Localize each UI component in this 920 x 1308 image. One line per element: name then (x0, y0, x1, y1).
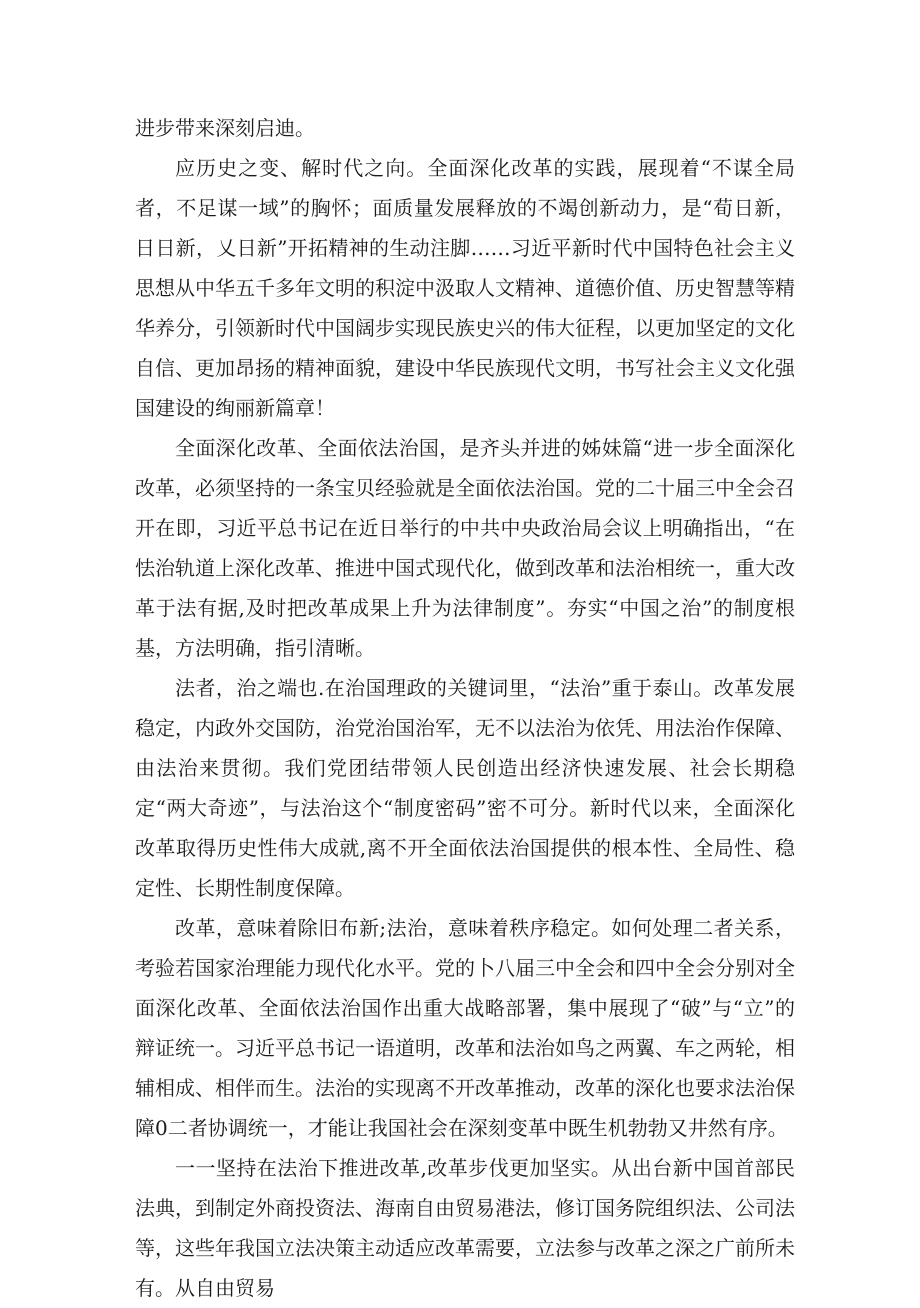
paragraph-reform-and-order: 改革，意味着除旧布新;法治，意味着秩序稳定。如何处理二者关系，考验若国家治理能力现代化水平。党的卜八届三中全会和四中全会分别对全面深化改革、全面依法治国作出重大战略部署，集中展现了“破”与“立”的辩证统一。习近平总书记一语道明，改革和法治如鸟之两翼、车之两轮，相辅相成、相伴而生。法治的实现离不开改革推动，改革的深化也要求法治保障0二者协调统一，才能让我国社会在深刻变革中既生机勃勃又井然有序。 (135, 916, 795, 1140)
paragraph-reform-and-rule-of-law: 全面深化改革、全面依法治国，是齐头并进的姊妹篇“进一步全面深化改革，必须坚持的一条宝贝经验就是全面依法治国。党的二十届三中全会召开在即，习近平总书记在近日举行的中共中央政治局会议上明确指出，“在怯治轨道上深化改革、推进中国式现代化，做到改革和法治相统一，重大改革于法有据,及时把改革成果上升为法律制度”。夯实“中国之治”的制度根基，方法明确，指引清晰。 (135, 436, 795, 660)
paragraph-law-foundation: 法者，治之端也.在治国理政的关键词里，“法治”重于泰山。改革发展稳定，内政外交国防，治党治国治军，无不以法治为依凭、用法治作保障、由法治来贯彻。我们党团结带领人民创造出经济快速发展、社会长期稳定“两大奇迹”，与法治这个“制度密码”密不可分。新时代以来，全面深化改革取得历史性伟大成就,离不开全面依法治国提供的根本性、全局性、稳定性、长期性制度保障。 (135, 676, 795, 900)
document-body (135, 108, 795, 1308)
paragraph-history-and-era: 应历史之变、解时代之向。全面深化改革的实践，展现着“不谋全局者，不足谋一域”的胸怀；面质量发展释放的不竭创新动力，是“荀日新，日日新，乂日新”开拓精神的生动注脚……习近平新时代中国特色社会主义思想从中华五千多年文明的积淀中汲取人文精神、道德价值、历史智慧等精华养分，引领新时代中国阔步实现民族史兴的伟大征程，以更加坚定的文化自信、更加昂扬的精神面貌，建设中华民族现代文明，书写社会主义文化强国建设的绚丽新篇章！ (135, 156, 795, 420)
paragraph-reform-under-law: 一一坚持在法治下推进改革,改革步伐更加坚实。从出台新中国首部民法典，到制定外商投资法、海南自由贸易港法，修订国务院组织法、公司法等，这些年我国立法决策主动适应改革需要，立法参与改革之深之广前所未有。从自由贸易 (135, 1156, 795, 1300)
paragraph-continuation: 进步带来深刻启迪。 (135, 116, 315, 140)
